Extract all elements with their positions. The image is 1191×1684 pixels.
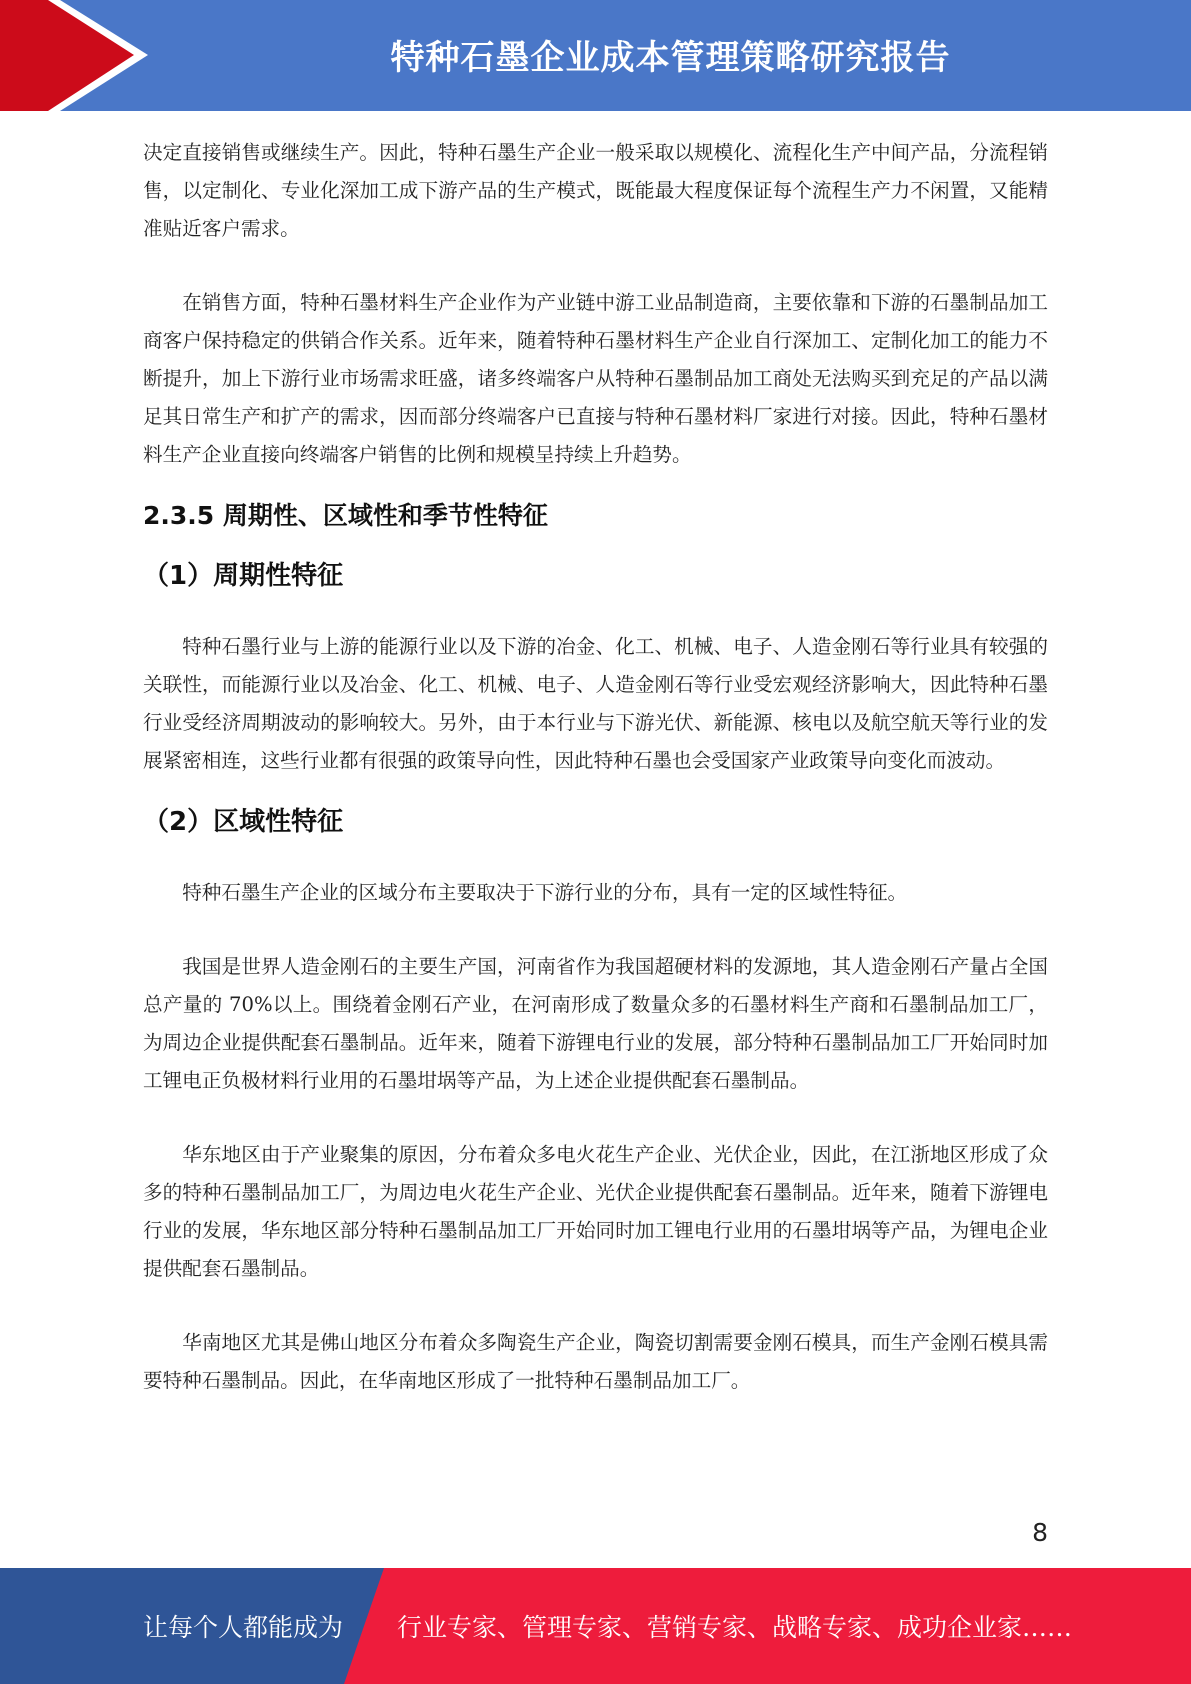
paragraph-3: 特种石墨行业与上游的能源行业以及下游的冶金、化工、机械、电子、人造金刚石等行业具有较强的关联性，而能源行业以及冶金、化工、机械、电子、人造金刚石等行业受宏观经济影响大，因此特种石墨行业受经济周期波动的影响较大。另外，由于本行业与下游光伏、新能源、核电以及航空航天等行业的发展紧密相连，这些行业都有很强的政策导向性，因此特种石墨也会受国家产业政策导向变化而波动。	[143, 635, 1048, 772]
page-header	[0, 0, 1191, 111]
subheading-number: （1）	[143, 561, 214, 591]
page-footer	[0, 1568, 1191, 1684]
subheading-title: 区域性特征	[213, 807, 344, 837]
footer-slogan-left: 让每个人都能成为	[143, 1613, 344, 1642]
paragraph-2: 在销售方面，特种石墨材料生产企业作为产业链中游工业品制造商，主要依靠和下游的石墨制品加工商客户保持稳定的供销合作关系。近年来，随着特种石墨材料生产企业自行深加工、定制化加工的能力不断提升，加上下游行业市场需求旺盛，诸多终端客户从特种石墨制品加工商处无法购买到充足的产品以满足其日常生产和扩产的需求，因而部分终端客户已直接与特种石墨材料厂家进行对接。因此，特种石墨材料生产企业直接向终端客户销售的比例和规模呈持续上升趋势。	[143, 291, 1048, 466]
report-title: 特种石墨企业成本管理策略研究报告	[390, 37, 951, 78]
footer-slogan-right: 行业专家、管理专家、营销专家、战略专家、成功企业家……	[397, 1613, 1073, 1642]
page-content	[143, 134, 1048, 1400]
paragraph-7: 华南地区尤其是佛山地区分布着众多陶瓷生产企业，陶瓷切割需要金刚石模具，而生产金刚石模具需要特种石墨制品。因此，在华南地区形成了一批特种石墨制品加工厂。	[143, 1331, 1048, 1392]
subheading-regional	[143, 804, 1048, 840]
subheading-number: （2）	[143, 807, 214, 837]
paragraph-6: 华东地区由于产业聚集的原因，分布着众多电火花生产企业、光伏企业，因此，在江浙地区形成了众多的特种石墨制品加工厂，为周边电火花生产企业、光伏企业提供配套石墨制品。近年来，随着下游锂电行业的发展，华东地区部分特种石墨制品加工厂开始同时加工锂电行业用的石墨坩埚等产品，为锂电企业提供配套石墨制品。	[143, 1143, 1048, 1280]
paragraph-4: 特种石墨生产企业的区域分布主要取决于下游行业的分布，具有一定的区域性特征。	[182, 881, 908, 904]
subheading-cyclical	[143, 558, 1048, 594]
section-heading: 2.3.5 周期性、区域性和季节性特征	[143, 501, 548, 530]
paragraph-5: 我国是世界人造金刚石的主要生产国，河南省作为我国超硬材料的发源地，其人造金刚石产量占全国总产量的 70%以上。围绕着金刚石产业，在河南形成了数量众多的石墨材料生产商和石墨制品加工厂，为周边企业提供配套石墨制品。近年来，随着下游锂电行业的发展，部分特种石墨制品加工厂开始同时加工锂电正负极材料行业用的石墨坩埚等产品，为上述企业提供配套石墨制品。	[143, 955, 1048, 1092]
page-number: 8	[1032, 1518, 1048, 1547]
subheading-title: 周期性特征	[213, 561, 344, 591]
paragraph-1: 决定直接销售或继续生产。因此，特种石墨生产企业一般采取以规模化、流程化生产中间产品，分流程销售，以定制化、专业化深加工成下游产品的生产模式，既能最大程度保证每个流程生产力不闲置，又能精准贴近客户需求。	[143, 141, 1048, 240]
